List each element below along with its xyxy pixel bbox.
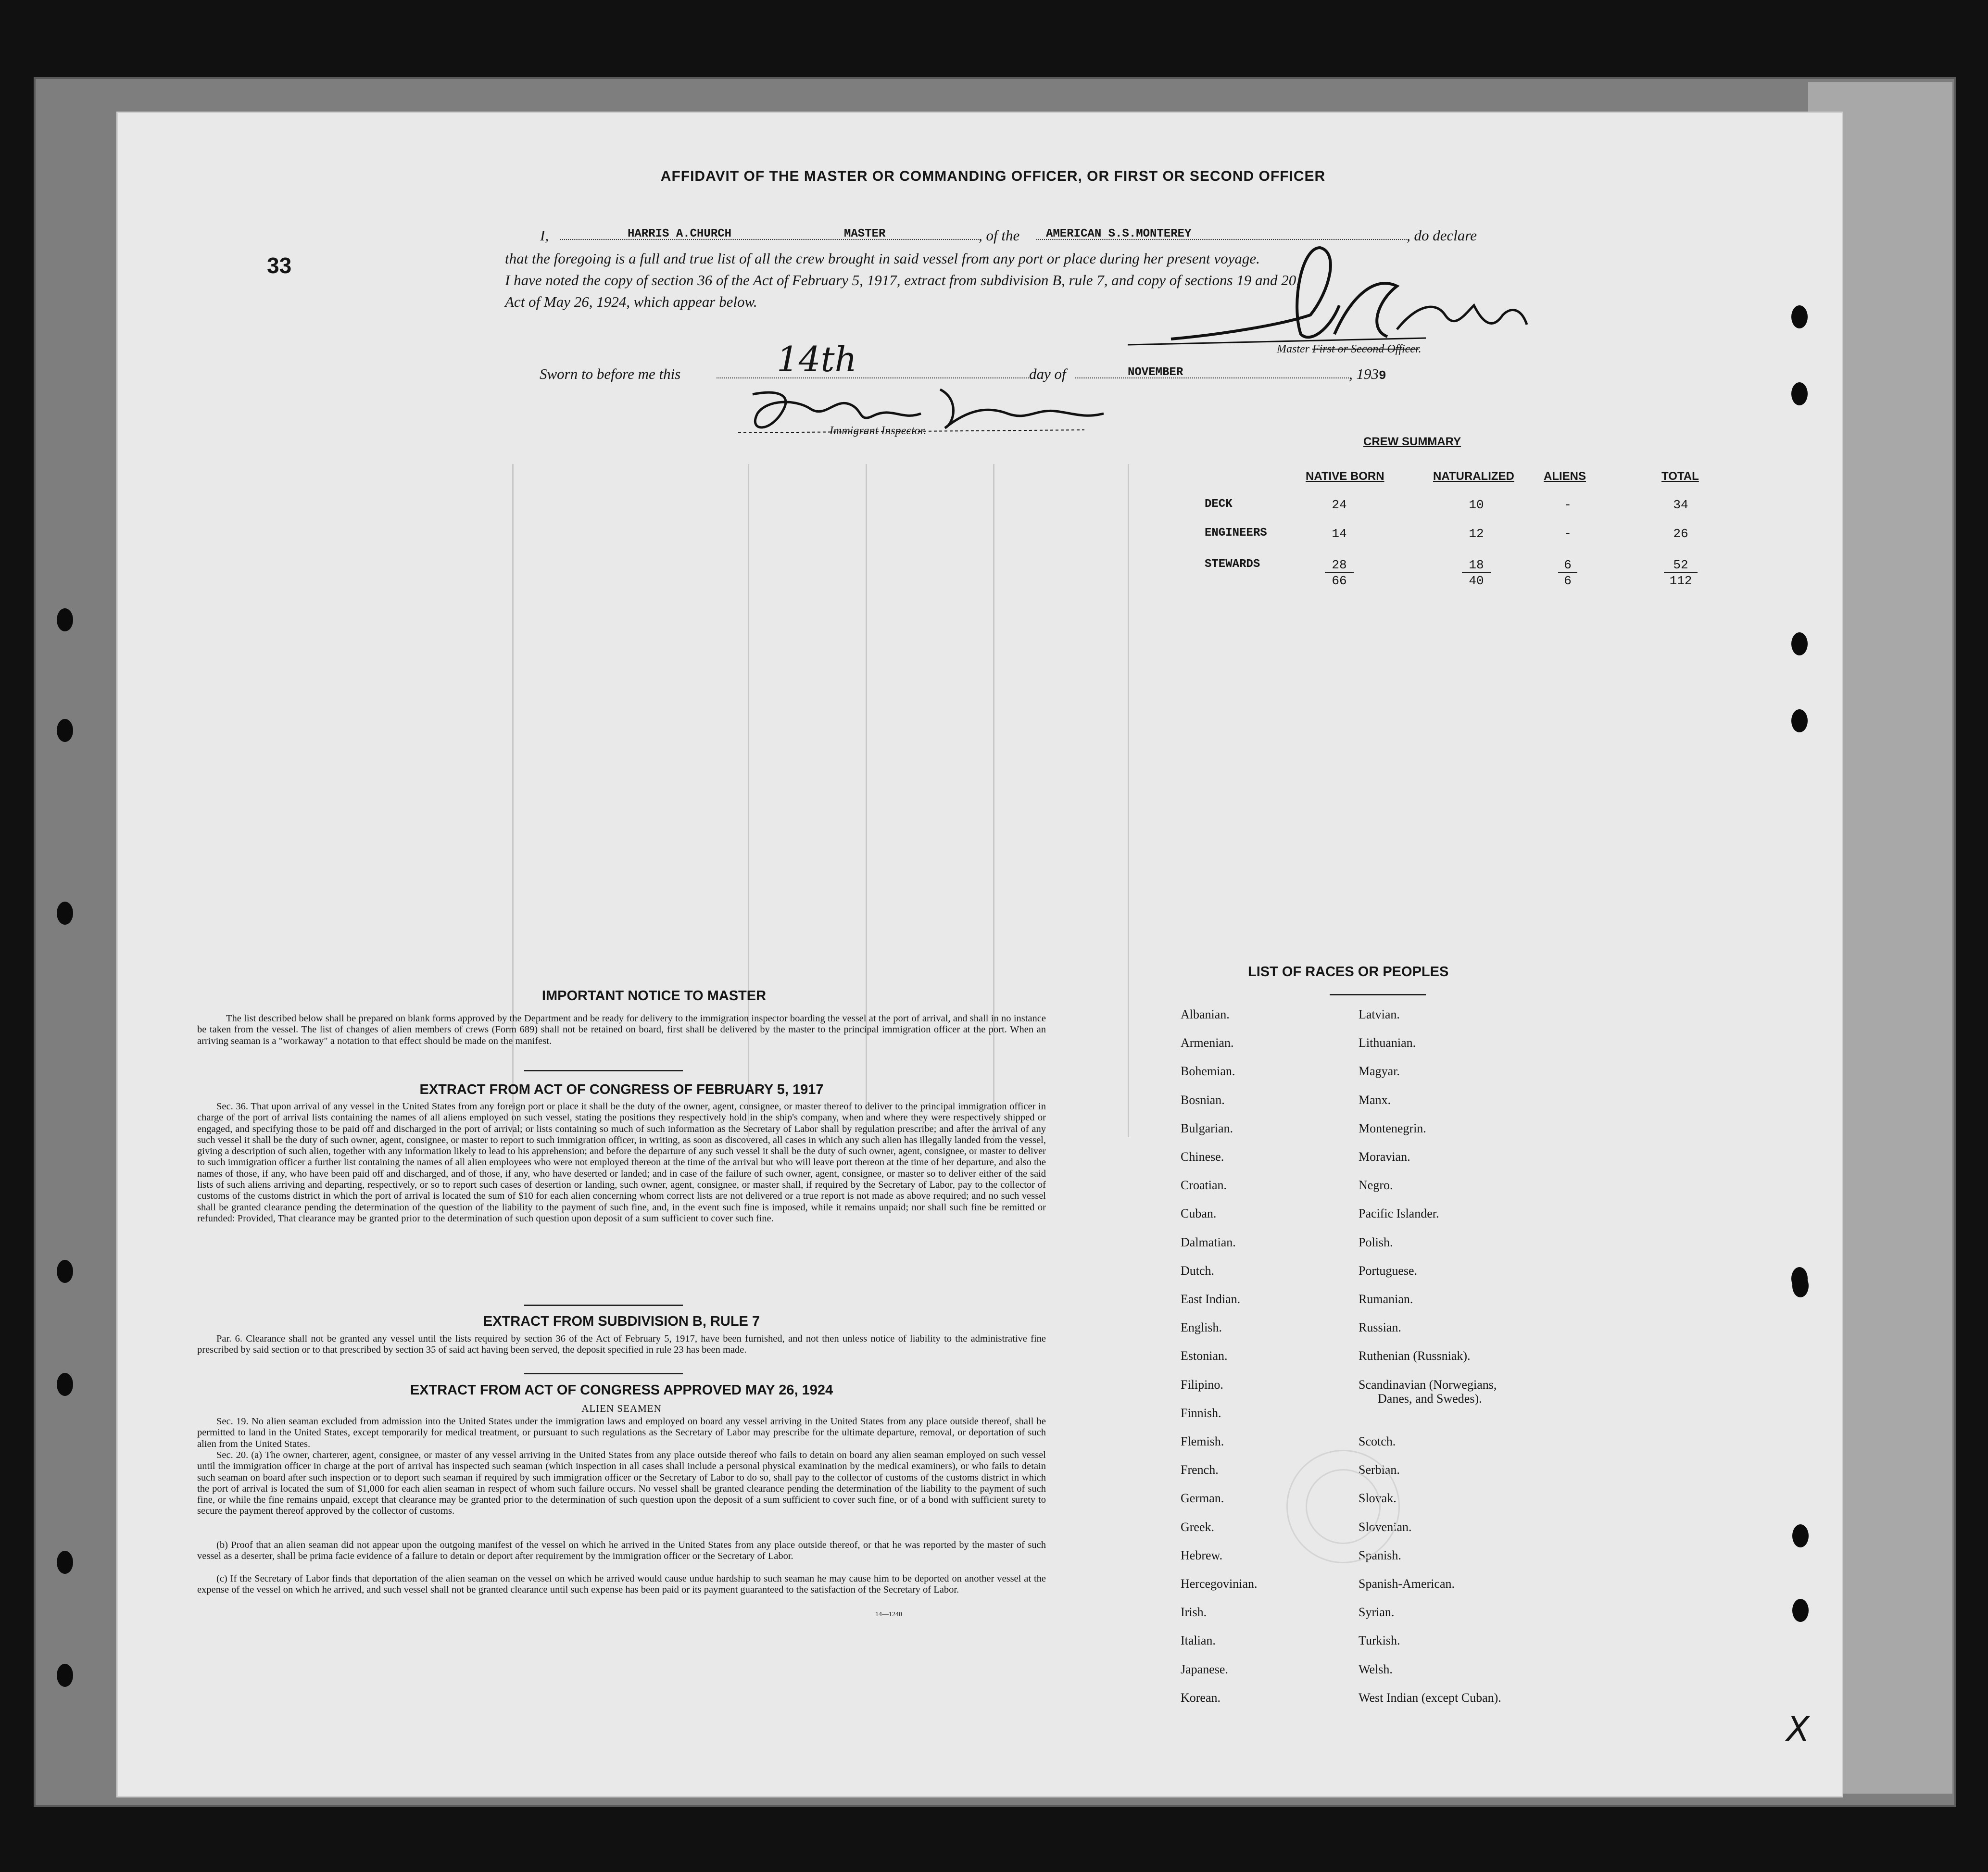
total-native: 66	[1332, 574, 1347, 588]
dept-deck: DECK	[1205, 498, 1233, 511]
header-aliens: ALIENS	[1544, 470, 1586, 483]
punch-hole	[1791, 382, 1808, 405]
sec-19-text: Sec. 19. No alien seaman excluded from admission into the United States under the immigration laws and employed on board any vessel arriving in the United States from any place outside thereof, shall be permitted to land in the United States, except temporarily for medical treatment, or pursuant to such regulations as the Secretary of Labor may prescribe for the ultimate departure, removal, or deportation of such alien from the United States.	[197, 1416, 1046, 1449]
race-item: Estonian.	[1181, 1349, 1228, 1363]
inspector-signature	[738, 380, 1171, 442]
sworn-month-line	[1075, 377, 1349, 378]
punch-hole	[57, 1664, 73, 1687]
dept-stewards: STEWARDS	[1205, 558, 1260, 571]
punch-hole	[1791, 632, 1808, 655]
notice-title: IMPORTANT NOTICE TO MASTER	[541, 988, 767, 1004]
officer-caption-struck: First or Second Officer	[1312, 343, 1419, 355]
race-item: Hercegovinian.	[1181, 1577, 1258, 1591]
name-line	[560, 239, 979, 240]
race-item: Greek.	[1181, 1520, 1215, 1534]
sec-20b-text: (b) Proof that an alien seaman did not appear upon the outgoing manifest of the vessel on which he arrived in the United States from any place outside thereof, or that he was reported by the master of such vessel as a deserter, shall be prima facie evidence of a failure to detain or deport after requirement by the immigration officer or the Secretary of Labor.	[197, 1540, 1046, 1562]
extract-b7-body: Par. 6. Clearance shall not be granted any vessel until the lists required by section 36 of the Act of February 5, 1917, have been furnished, and not then unless notice of liability to the administrative fine prescribed by said section or to that prescribed by section 35 of said act having been served, the deposit specified in rule 23 has been made.	[197, 1333, 1046, 1356]
race-item: East Indian.	[1181, 1292, 1241, 1306]
extract-1917-body: Sec. 36. That upon arrival of any vessel in the United States from any foreign port or place it shall be the duty of the owner, agent, consignee, or master thereof to deliver to the principal immigration officer in charge of the port of arrival lists containing the names of all aliens employed on such vessel, stating the positions they respectively hold in the ship's company, when and where they were respectively shipped or engaged, and specifying those to be paid off and discharged in the port of arrival; or lists containing so much of such information as the Secretary of Labor shall by regulation prescribe; and after the arrival of any such vessel it shall be the duty of such owner, agent, consignee, or master to report to such immigration officer, in writing, as soon as discovered, all cases in which any such alien has illegally landed from the vessel, giving a description of such alien, together with any information likely to lead to his apprehension; and before the departure of any such vessel it shall be the duty of such owner, agent, consignee, or master to deliver to such immigration officer a further list containing the names of all alien employees who were not employed thereon at the time of the arrival but who will leave port thereon at the time of her departure, and also the names of those, if any, who have been paid off and discharged, and of those, if any, who have deserted or landed; and in case of the failure of such owner, agent, consignee, or master so to deliver either of the said lists of such aliens arriving and departing, respectively, or so to report such cases of desertion or landing, such owner, agent, consignee, or master shall, if required by the Secretary of Labor, pay to the collector of customs of the customs district in which the port of arrival is located the sum of $10 for each alien concerning whom correct lists are not delivered or a true report is not made as above required; and no such vessel shall be granted clearance pending the determination of the question of the liability to the payment of such fine, and, in the event such fine is imposed, while it remains unpaid; nor shall such fine be remitted or refunded: Provided, That clearance may be granted prior to the determination of such question upon deposit of a sum sufficient to cover such fine.	[197, 1101, 1046, 1224]
race-item: Moravian.	[1359, 1150, 1410, 1164]
affidavit-line-3: I have noted the copy of section 36 of the Act of February 5, 1917, extract from subdivision B, rule 7, and copy of sections 19 and 20,	[505, 272, 1300, 289]
engineers-aliens: -	[1564, 527, 1572, 541]
total-naturalized: 40	[1469, 574, 1484, 588]
race-item: Croatian.	[1181, 1178, 1227, 1193]
punch-hole	[57, 1551, 73, 1574]
race-item: Scotch.	[1359, 1434, 1396, 1448]
punch-hole	[1792, 1524, 1809, 1547]
master-name: HARRIS A.CHURCH	[628, 227, 732, 240]
race-item: Japanese.	[1181, 1662, 1228, 1676]
deck-aliens: -	[1564, 498, 1572, 512]
officer-caption-period: .	[1418, 343, 1422, 355]
race-item: Dalmatian.	[1181, 1235, 1236, 1249]
faint-seal-inner	[1306, 1469, 1381, 1544]
race-item: Filipino.	[1181, 1377, 1223, 1392]
race-item: Finnish.	[1181, 1406, 1221, 1420]
section-divider	[524, 1305, 683, 1306]
header-naturalized: NATURALIZED	[1433, 470, 1514, 483]
sworn-day: 14th	[777, 339, 857, 379]
stewards-total: 52	[1673, 558, 1688, 572]
race-item: Spanish.	[1359, 1548, 1401, 1562]
section-divider	[524, 1373, 683, 1374]
total-rule	[1462, 572, 1491, 573]
race-item: Dutch.	[1181, 1263, 1215, 1278]
punch-hole	[1791, 709, 1808, 732]
race-item: Latvian.	[1359, 1007, 1400, 1021]
race-item: English.	[1181, 1320, 1222, 1335]
race-item: Korean.	[1181, 1690, 1221, 1705]
punch-hole	[1792, 1599, 1809, 1622]
corner-x-mark: X	[1787, 1709, 1810, 1749]
stewards-naturalized: 18	[1469, 558, 1484, 572]
master-rank: MASTER	[844, 227, 886, 240]
race-item: Manx.	[1359, 1093, 1391, 1107]
affidavit-line-4: Act of May 26, 1924, which appear below.	[505, 293, 757, 310]
form-number: 14—1240	[875, 1611, 902, 1618]
race-item: Rumanian.	[1359, 1292, 1413, 1306]
officer-caption	[1277, 343, 1422, 356]
race-item: Bulgarian.	[1181, 1121, 1233, 1135]
race-item: Slovak.	[1359, 1491, 1397, 1506]
section-divider	[524, 1070, 683, 1071]
race-item: Chinese.	[1181, 1150, 1224, 1164]
inspector-caption: Immigrant Inspector.	[830, 425, 927, 437]
race-item: Bosnian.	[1181, 1093, 1225, 1107]
affidavit-line-2: that the foregoing is a full and true list of all the crew brought in said vessel from any port or place during her present voyage.	[505, 250, 1260, 267]
day-of-label: day of	[1029, 365, 1066, 382]
race-item: German.	[1181, 1491, 1224, 1506]
race-item: Turkish.	[1359, 1633, 1400, 1648]
race-item: Lithuanian.	[1359, 1036, 1416, 1050]
race-item: Ruthenian (Russniak).	[1359, 1349, 1471, 1363]
race-item: Syrian.	[1359, 1605, 1395, 1620]
margin-number: 33	[267, 253, 292, 278]
punch-hole	[57, 1260, 73, 1283]
race-item: West Indian (except Cuban).	[1359, 1690, 1501, 1705]
races-divider	[1330, 994, 1426, 995]
deck-total: 34	[1673, 498, 1688, 512]
punch-hole	[57, 719, 73, 742]
header-total: TOTAL	[1661, 470, 1699, 483]
punch-hole	[57, 902, 73, 925]
stewards-native: 28	[1332, 558, 1347, 572]
sworn-year	[1349, 365, 1386, 383]
race-item: Serbian.	[1359, 1463, 1400, 1477]
sworn-day-line	[717, 377, 1029, 378]
crew-summary-title: CREW SUMMARY	[1363, 435, 1461, 448]
race-item: Flemish.	[1181, 1434, 1224, 1448]
race-item: Italian.	[1181, 1633, 1216, 1648]
race-item: Albanian.	[1181, 1007, 1230, 1021]
sec-20a-text: Sec. 20. (a) The owner, charterer, agent, consignee, or master of any vessel arriving in the United States from any place outside thereof who fails to detain on board any alien seaman employed on such vessel until the immigration officer in charge at the port of arrival has inspected such seaman (which inspection in all cases shall include a personal physical examination by the medical examiners), or who fails to detain such seaman on board after such inspection or to deport such seaman if required by such immigration officer or the Secretary of Labor to do so, shall pay to the collector of customs of the customs district in which the port of arrival is located the sum of $1,000 for each alien seaman in respect of whom such failure occurs. No vessel shall be granted clearance pending the determination of the liability to the payment of such fine, or while the fine remains unpaid, except that clearance may be granted prior to the determination of such question upon the deposit of a sum sufficient to cover such fine, or of a bond with sufficient surety to secure the payment thereof approved by the collector of customs.	[197, 1450, 1046, 1517]
race-item: Polish.	[1359, 1235, 1393, 1249]
total-rule	[1664, 572, 1698, 573]
race-item: Bohemian.	[1181, 1064, 1235, 1079]
races-title: LIST OF RACES OR PEOPLES	[1248, 964, 1449, 980]
punch-hole	[1792, 1274, 1809, 1297]
bleed-through-rule	[1128, 464, 1129, 1137]
officer-caption-master: Master	[1277, 343, 1309, 355]
i-label: I,	[540, 227, 549, 244]
affidavit-heading: AFFIDAVIT OF THE MASTER OR COMMANDING OFFICER, OR FIRST OR SECOND OFFICER	[660, 168, 1326, 184]
race-item: Cuban.	[1181, 1206, 1217, 1221]
total-total: 112	[1669, 574, 1692, 588]
alien-seamen-subtitle: ALIEN SEAMEN	[581, 1403, 662, 1414]
affidavit-page	[118, 113, 1842, 1796]
race-item: French.	[1181, 1463, 1219, 1477]
engineers-native: 14	[1332, 527, 1347, 541]
deck-native: 24	[1332, 498, 1347, 512]
race-item: Portuguese.	[1359, 1263, 1418, 1278]
year-prefix: , 193	[1349, 365, 1379, 382]
punch-hole	[57, 1373, 73, 1396]
do-declare-label: , do declare	[1407, 227, 1477, 244]
sworn-month: NOVEMBER	[1128, 366, 1183, 379]
deck-naturalized: 10	[1469, 498, 1484, 512]
total-rule	[1558, 572, 1577, 573]
sworn-label: Sworn to before me this	[540, 365, 681, 382]
sec-20c-text: (c) If the Secretary of Labor finds that deportation of the alien seaman on the vessel on which he arrived would cause undue hardship to such seaman he may cause him to be deported on another vessel at the expense of the vessel on which he arrived, and such vessel shall not be granted clearance until such expense has been paid or its payment guaranteed to the satisfaction of the Secretary of Labor.	[197, 1573, 1046, 1596]
extract-1924-title: EXTRACT FROM ACT OF CONGRESS APPROVED MAY 26, 1924	[410, 1382, 833, 1398]
race-item: Negro.	[1359, 1178, 1393, 1193]
total-rule	[1325, 572, 1354, 573]
stewards-aliens: 6	[1564, 558, 1572, 572]
notice-body: The list described below shall be prepared on blank forms approved by the Department and be ready for delivery to the immigration inspector boarding the vessel at the port of arrival, and shall in no instance be taken from the vessel. The list of changes of alien members of crews (Form 689) shall not be retained on board, first shall be delivered by the master to the principal immigration officer at the port. When an arriving seaman is a "workaway" a notation to that effect should be made on the manifest.	[197, 1013, 1046, 1046]
race-item: Irish.	[1181, 1605, 1207, 1620]
header-native-born: NATIVE BORN	[1306, 470, 1384, 483]
race-item: Hebrew.	[1181, 1548, 1223, 1562]
engineers-total: 26	[1673, 527, 1688, 541]
extract-b7-title: EXTRACT FROM SUBDIVISION B, RULE 7	[483, 1314, 760, 1329]
engineers-naturalized: 12	[1469, 527, 1484, 541]
master-signature	[1128, 233, 1585, 358]
race-item: Welsh.	[1359, 1662, 1393, 1676]
race-item: Slovenian.	[1359, 1520, 1412, 1534]
race-item: Scandinavian (Norwegians,	[1359, 1377, 1497, 1392]
race-item: Montenegrin.	[1359, 1121, 1426, 1135]
of-the-label: , of the	[979, 227, 1020, 244]
extract-1917-title: EXTRACT FROM ACT OF CONGRESS OF FEBRUARY 5, 1917	[419, 1082, 824, 1097]
punch-hole	[57, 608, 73, 631]
race-item: Russian.	[1359, 1320, 1401, 1335]
punch-hole	[1791, 305, 1808, 328]
total-aliens: 6	[1564, 574, 1572, 588]
vessel-name: AMERICAN S.S.MONTEREY	[1046, 227, 1192, 240]
race-item: Magyar.	[1359, 1064, 1400, 1079]
dept-engineers: ENGINEERS	[1205, 527, 1267, 540]
race-item: Armenian.	[1181, 1036, 1234, 1050]
race-item: Danes, and Swedes).	[1378, 1391, 1482, 1406]
race-item: Spanish-American.	[1359, 1577, 1455, 1591]
year-digit: 9	[1379, 368, 1386, 383]
race-item: Pacific Islander.	[1359, 1206, 1439, 1221]
